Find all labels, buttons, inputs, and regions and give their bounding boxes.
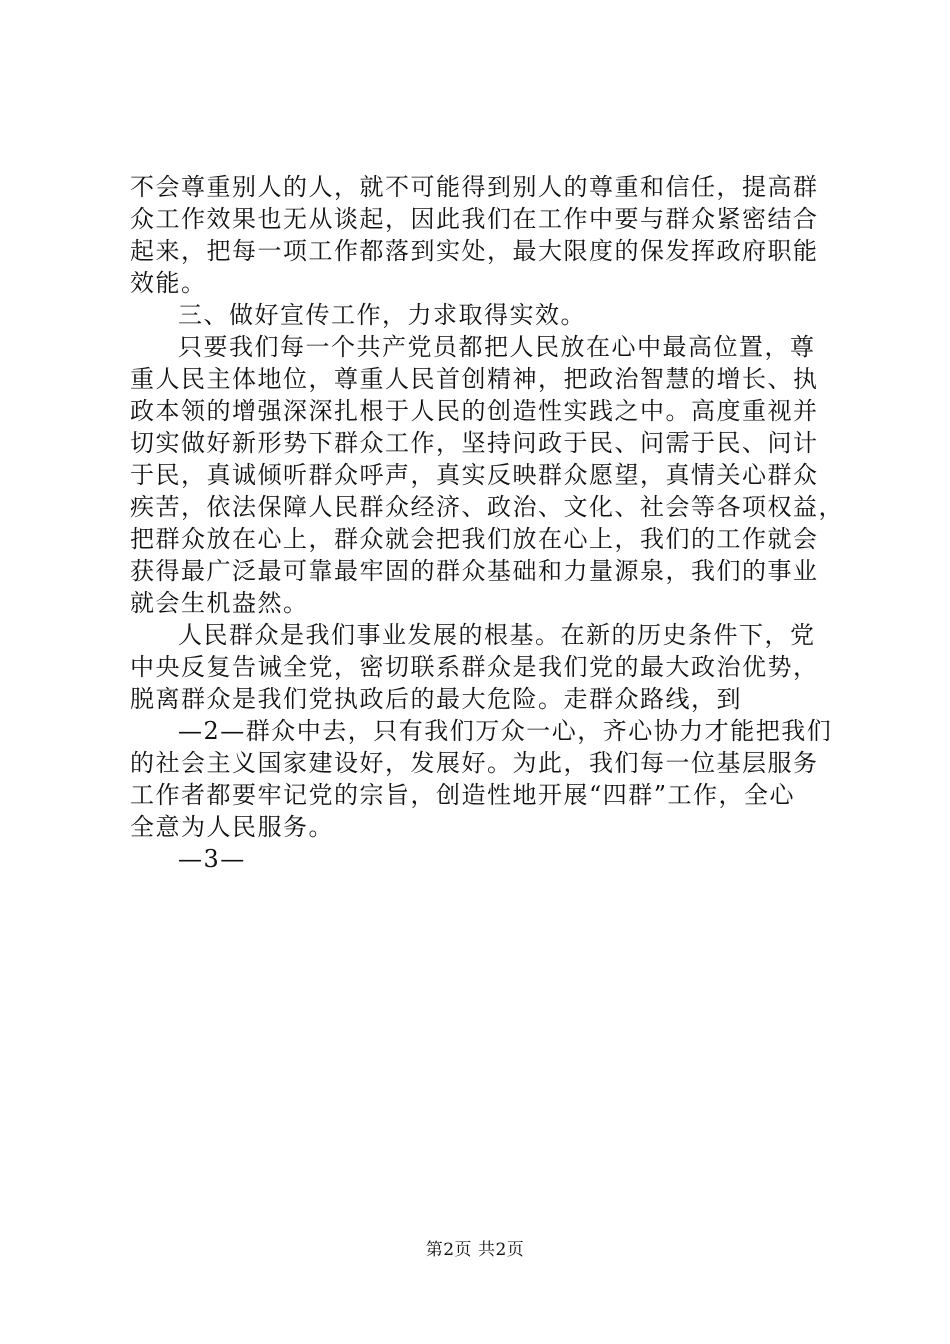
section-heading: 三、做好宣传工作，力求取得实效。 bbox=[178, 301, 586, 329]
body-text-line: 不会尊重别人的人，就不可能得到别人的尊重和信任，提高群 bbox=[130, 173, 819, 201]
body-text-line: 政本领的增强深深扎根于人民的创造性实践之中。高度重视并 bbox=[130, 397, 819, 425]
body-text-line: 全意为人民服务。 bbox=[130, 813, 334, 841]
body-text-line: 就会生机盎然。 bbox=[130, 589, 309, 617]
paragraph-start-line: 人民群众是我们事业发展的根基。在新的历史条件下，党 bbox=[178, 621, 816, 649]
body-text-line: 切实做好新形势下群众工作，坚持问政于民、问需于民、问计 bbox=[130, 429, 819, 457]
body-text-line: 的社会主义国家建设好，发展好。为此，我们每一位基层服务 bbox=[130, 749, 819, 777]
page-marker: —3— bbox=[178, 845, 246, 873]
body-text-line: 效能。 bbox=[130, 269, 207, 297]
body-text-line: 工作者都要牢记党的宗旨，创造性地开展“四群”工作，全心 bbox=[130, 781, 796, 809]
body-text-line: 脱离群众是我们党执政后的最大危险。走群众路线，到 bbox=[130, 685, 742, 713]
body-text-line: 疾苦，依法保障人民群众经济、政治、文化、社会等各项权益， bbox=[130, 493, 844, 521]
body-text-line: 起来，把每一项工作都落到实处，最大限度的保发挥政府职能 bbox=[130, 237, 819, 265]
body-text-line: 把群众放在心上，群众就会把我们放在心上，我们的工作就会 bbox=[130, 525, 819, 553]
page-footer: 第2页 共2页 bbox=[425, 1240, 525, 1260]
body-text-line: 获得最广泛最可靠最牢固的群众基础和力量源泉，我们的事业 bbox=[130, 557, 819, 585]
page-marker-line: —2—群众中去，只有我们万众一心，齐心协力才能把我们 bbox=[178, 717, 833, 745]
body-text-line: 中央反复告诫全党，密切联系群众是我们党的最大政治优势， bbox=[130, 653, 819, 681]
paragraph-start-line: 只要我们每一个共产党员都把人民放在心中最高位置，尊 bbox=[178, 333, 816, 361]
body-text-line: 于民，真诚倾听群众呼声，真实反映群众愿望，真情关心群众 bbox=[130, 461, 819, 489]
body-text-line: 众工作效果也无从谈起，因此我们在工作中要与群众紧密结合 bbox=[130, 205, 819, 233]
body-text-line: 重人民主体地位，尊重人民首创精神，把政治智慧的增长、执 bbox=[130, 365, 819, 393]
